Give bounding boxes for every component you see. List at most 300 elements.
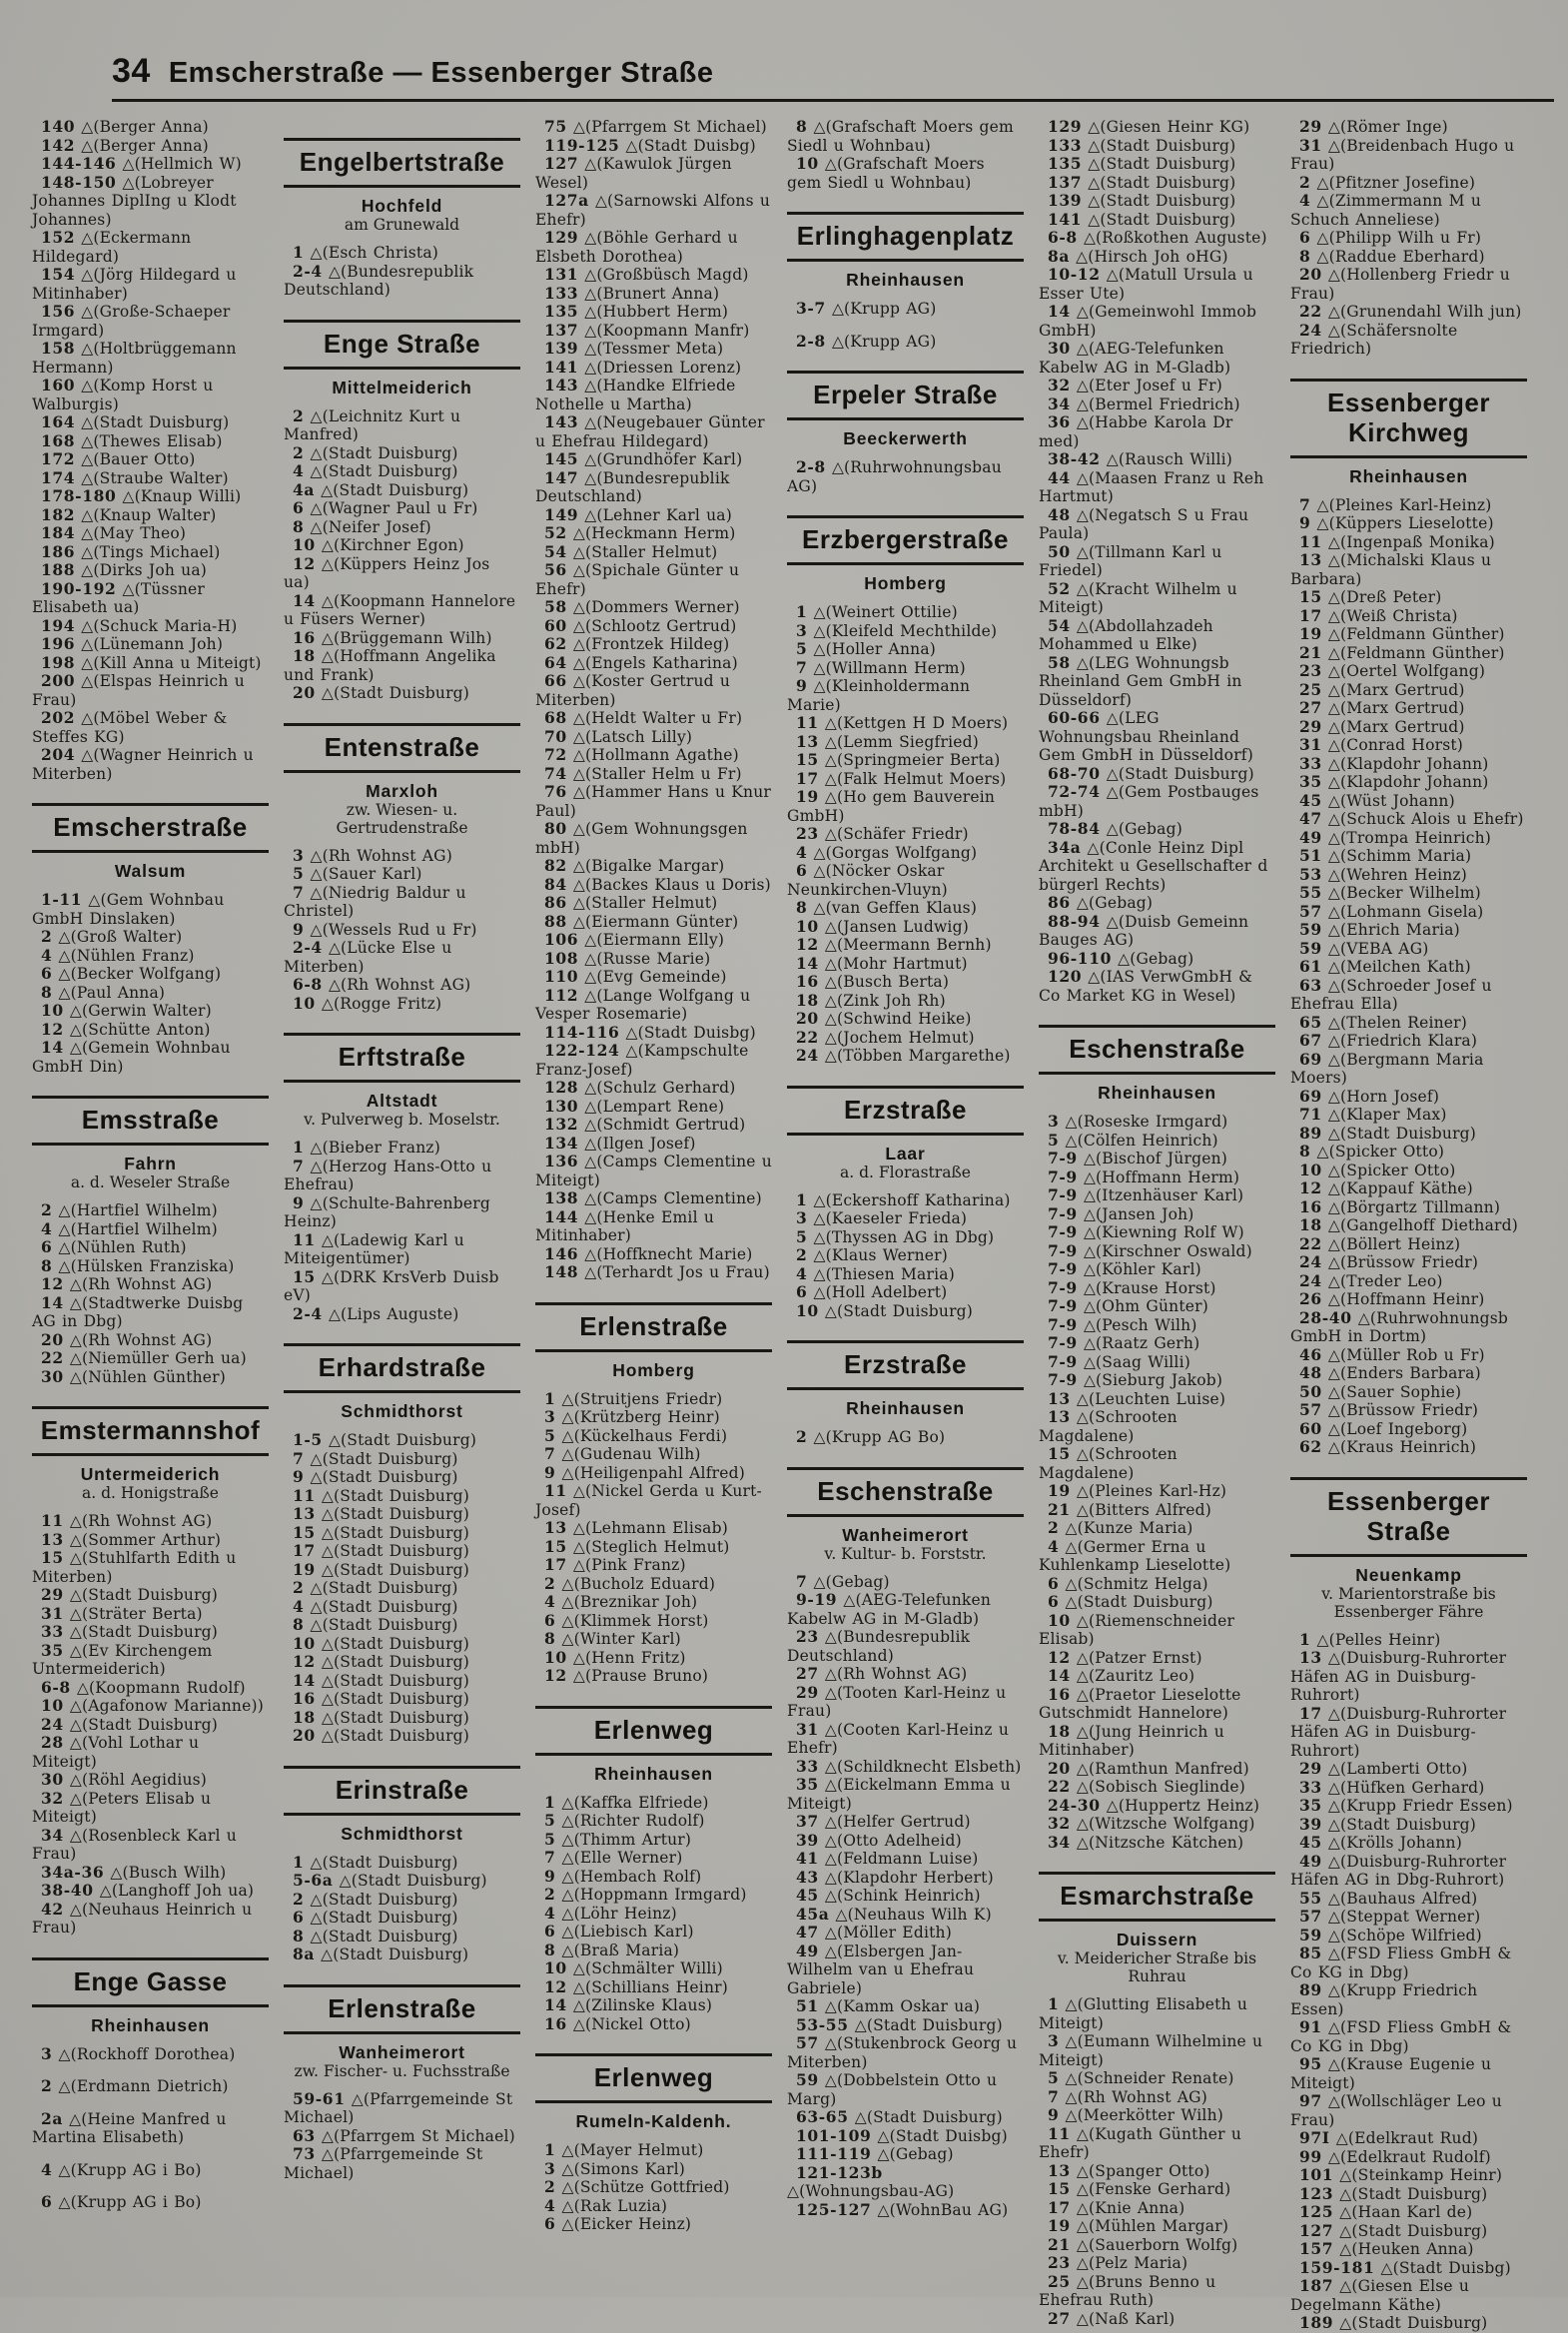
house-number: 14 bbox=[293, 590, 316, 610]
directory-entry: 3 △(Krützberg Heinr) bbox=[544, 1407, 720, 1426]
house-number: 53 bbox=[1299, 864, 1322, 884]
directory-entry: 38-40 △(Langhoff Joh ua) bbox=[41, 1881, 255, 1900]
house-number: 4 bbox=[41, 1218, 53, 1238]
house-number: 13 bbox=[1048, 2160, 1071, 2180]
directory-entry: 35 △(Eickelmann Emma u Miteigt) bbox=[787, 1775, 1011, 1813]
house-number: 2-4 bbox=[293, 261, 323, 281]
house-number: 127a bbox=[544, 191, 589, 210]
page-header bbox=[0, 0, 1568, 91]
directory-entry: 130 △(Lempart Rene) bbox=[544, 1096, 725, 1116]
house-number: 65 bbox=[1299, 1012, 1322, 1032]
house-number: 7-9 bbox=[1048, 1296, 1078, 1315]
house-number: 31 bbox=[1299, 135, 1322, 155]
directory-entry: 45 △(Wüst Johann) bbox=[1299, 790, 1455, 810]
directory-entry: 10 △(Gerwin Walter) bbox=[41, 1001, 212, 1020]
directory-entry: 23 △(Schäfer Friedr) bbox=[796, 824, 969, 843]
street-name: Erlinghagenplatz bbox=[787, 212, 1024, 262]
directory-entry: 15 △(DRK KrsVerb Duisb eV) bbox=[284, 1266, 499, 1304]
house-number: 24 bbox=[1299, 1252, 1322, 1271]
house-number: 35 bbox=[41, 1640, 64, 1660]
house-number: 68 bbox=[544, 708, 567, 727]
house-number: 7 bbox=[293, 1448, 305, 1468]
directory-entry: 47 △(Möller Edith) bbox=[796, 1923, 952, 1942]
directory-entry: 4 △(Germer Erna u Kuhlenkamp Lieselotte) bbox=[1039, 1536, 1231, 1574]
directory-entry: 1 △(Pelles Heinr) bbox=[1299, 1629, 1441, 1649]
directory-entry: 112 △(Lange Wolfgang u Vesper Rosemarie) bbox=[535, 985, 751, 1023]
entry-group bbox=[284, 1431, 520, 1746]
directory-entry: 2 △(Hartfiel Wilhelm) bbox=[41, 1200, 218, 1219]
house-number: 20 bbox=[41, 1329, 64, 1349]
entry-group bbox=[284, 244, 520, 300]
house-number: 9 bbox=[293, 1192, 305, 1212]
house-number: 1-11 bbox=[41, 890, 83, 909]
directory-entry: 27 △(Naß Karl) bbox=[1048, 2308, 1176, 2328]
directory-entry: 3 △(Kaeseler Frieda) bbox=[796, 1208, 968, 1227]
directory-entry: 34a-36 △(Busch Wilh) bbox=[41, 1862, 227, 1882]
directory-entry: 42 △(Neuhaus Heinrich u Frau) bbox=[32, 1899, 253, 1937]
house-number: 129 bbox=[544, 228, 579, 247]
directory-entry: 99 △(Edelkraut Rudolf) bbox=[1299, 2146, 1491, 2166]
house-number: 31 bbox=[796, 1719, 819, 1739]
house-number: 184 bbox=[41, 523, 76, 542]
house-number: 2 bbox=[796, 1427, 808, 1446]
house-number: 143 bbox=[544, 376, 579, 394]
directory-entry: 2-4 △(Bundesrepublik Deutschland) bbox=[284, 261, 474, 299]
house-number: 159-181 bbox=[1299, 2257, 1375, 2277]
directory-entry: 152 △(Eckermann Hildegard) bbox=[32, 228, 192, 266]
directory-entry: 135 △(Stadt Duisburg) bbox=[1048, 154, 1236, 173]
district-name: Rheinhausen bbox=[1349, 465, 1468, 486]
directory-entry: 133 △(Brunert Anna) bbox=[544, 283, 720, 303]
house-number: 55 bbox=[1299, 883, 1322, 902]
house-number: 7-9 bbox=[1048, 1351, 1078, 1371]
house-number: 67 bbox=[1299, 1031, 1322, 1050]
house-number: 49 bbox=[796, 1941, 819, 1960]
house-number: 12 bbox=[293, 553, 316, 573]
street-section-header bbox=[535, 1706, 772, 1784]
house-number: 4 bbox=[41, 945, 53, 965]
house-number: 122-124 bbox=[544, 1041, 620, 1060]
directory-entry: 2a △(Heine Manfred u Martina Elisabeth) bbox=[32, 2108, 227, 2146]
house-number: 147 bbox=[544, 467, 579, 487]
house-number: 128 bbox=[544, 1078, 579, 1097]
district-name: Rheinhausen bbox=[594, 1763, 713, 1784]
directory-entry: 144-146 △(Hellmich W) bbox=[41, 154, 242, 173]
house-number: 59 bbox=[1299, 920, 1322, 939]
house-number: 8 bbox=[1299, 246, 1311, 266]
house-number: 3 bbox=[293, 845, 305, 865]
house-number: 49 bbox=[1299, 1851, 1322, 1871]
directory-entry: 7 △(Rh Wohnst AG) bbox=[1048, 2086, 1207, 2106]
house-number: 59 bbox=[796, 2070, 819, 2089]
house-number: 10-12 bbox=[1048, 265, 1101, 284]
directory-entry: 15 △(Schrooten Magdalene) bbox=[1039, 1444, 1177, 1482]
house-number: 135 bbox=[1048, 154, 1083, 173]
directory-entry: 8 △(Winter Karl) bbox=[544, 1629, 681, 1648]
directory-entry: 5 △(Schneider Renate) bbox=[1048, 2068, 1234, 2087]
house-number: 202 bbox=[41, 708, 76, 727]
directory-entry: 108 △(Russe Marie) bbox=[544, 948, 711, 968]
directory-entry: 7-9 △(Itzenhäuser Karl) bbox=[1048, 1185, 1244, 1204]
directory-entry: 198 △(Kill Anna u Miteigt) bbox=[41, 652, 262, 672]
house-number: 33 bbox=[41, 1622, 64, 1641]
entry-group bbox=[1039, 1995, 1275, 2328]
house-number: 74 bbox=[544, 763, 567, 783]
directory-entry: 2 △(Bucholz Eduard) bbox=[544, 1573, 716, 1593]
directory-entry: 148-150 △(Lobreyer Johannes DiplIng u Klodt Johannes) bbox=[32, 172, 237, 229]
directory-entry: 6-8 △(Roßkothen Auguste) bbox=[1048, 228, 1267, 247]
house-number: 33 bbox=[1299, 753, 1322, 773]
directory-entry: 11 △(Ladewig Karl u Miteigentümer) bbox=[284, 1229, 464, 1267]
directory-entry: 6 △(Eicker Heinz) bbox=[544, 2214, 692, 2233]
house-number: 2 bbox=[41, 2076, 53, 2095]
directory-entry: 39 △(Otto Adelheid) bbox=[796, 1830, 962, 1850]
directory-entry: 8 △(Hülsken Franziska) bbox=[41, 1255, 235, 1275]
directory-entry: 13 △(Lehmann Elisab) bbox=[544, 1518, 728, 1537]
directory-entry: 9 △(Meerkötter Wilh) bbox=[1048, 2105, 1224, 2124]
directory-entry: 11 △(Kettgen H D Moers) bbox=[796, 713, 1009, 732]
house-number: 2 bbox=[544, 1885, 556, 1904]
directory-entry: 35 △(Ev Kirchengem Untermeiderich) bbox=[32, 1640, 213, 1678]
entry-group bbox=[32, 118, 269, 783]
directory-entry: 14 △(Gemeinwohl Immob GmbH) bbox=[1039, 302, 1257, 340]
entry-group bbox=[1039, 1113, 1275, 1852]
directory-entry: 143 △(Handke Elfriede Nothelle u Martha) bbox=[535, 376, 736, 413]
directory-entry: 36 △(Habbe Karola Dr med) bbox=[1039, 412, 1233, 450]
street-name: Engelbertstraße bbox=[284, 138, 520, 188]
house-number: 12 bbox=[544, 1976, 567, 1996]
house-number: 2 bbox=[1299, 172, 1311, 192]
directory-entry: 1 △(Eckershoff Katharina) bbox=[796, 1189, 1011, 1209]
directory-entry: 33 △(Stadt Duisburg) bbox=[41, 1622, 219, 1641]
directory-columns bbox=[0, 102, 1568, 2332]
directory-entry: 23 △(Bundesrepublik Deutschland) bbox=[787, 1627, 971, 1665]
house-number: 2-8 bbox=[796, 457, 826, 476]
house-number: 69 bbox=[1299, 1049, 1322, 1069]
directory-entry: 156 △(Große-Schaeper Irmgard) bbox=[32, 302, 231, 340]
street-name: Erlenweg bbox=[535, 2053, 772, 2103]
directory-entry: 58 △(Dommers Werner) bbox=[544, 597, 740, 616]
directory-entry: 33 △(Hüfken Gerhard) bbox=[1299, 1777, 1485, 1797]
house-number: 3 bbox=[1048, 2031, 1060, 2050]
directory-entry: 24-30 △(Huppertz Heinz) bbox=[1048, 1795, 1260, 1815]
directory-entry: 147 △(Bundesrepublik Deutschland) bbox=[535, 467, 730, 505]
directory-entry: 4 △(Breznikar Joh) bbox=[544, 1592, 698, 1611]
street-name: Erlenweg bbox=[535, 1706, 772, 1756]
house-number: 7-9 bbox=[1048, 1333, 1078, 1352]
house-number: 1 bbox=[796, 1189, 808, 1209]
house-number: 133 bbox=[544, 283, 579, 303]
house-number: 6 bbox=[1048, 1592, 1060, 1611]
house-number: 78-84 bbox=[1048, 819, 1101, 838]
street-name: Erftstraße bbox=[284, 1033, 520, 1083]
house-number: 69 bbox=[1299, 1086, 1322, 1106]
directory-entry: 17 △(Falk Helmut Moers) bbox=[796, 768, 1007, 788]
directory-entry: 14 △(Zauritz Leo) bbox=[1048, 1666, 1195, 1685]
house-number: 23 bbox=[796, 824, 819, 843]
directory-entry: 4 △(Thiesen Maria) bbox=[796, 1263, 955, 1283]
directory-entry: 123 △(Stadt Duisburg) bbox=[1299, 2183, 1488, 2203]
house-number: 9 bbox=[544, 1462, 556, 1482]
house-number: 12 bbox=[796, 935, 819, 954]
house-number: 75 bbox=[544, 117, 567, 136]
directory-entry: 88 △(Eiermann Günter) bbox=[544, 911, 739, 931]
house-number: 85 bbox=[1299, 1944, 1322, 1962]
directory-entry: 145 △(Grundhöfer Karl) bbox=[544, 449, 743, 468]
house-number: 15 bbox=[796, 750, 819, 769]
directory-entry: 2 △(Hoppmann Irmgard) bbox=[544, 1885, 747, 1904]
house-number: 80 bbox=[544, 819, 567, 838]
directory-entry: 133 △(Stadt Duisburg) bbox=[1048, 135, 1236, 155]
house-number: 142 bbox=[41, 135, 76, 155]
house-number: 23 bbox=[1048, 2253, 1071, 2272]
directory-entry: 30 △(AEG-Telefunken Kabelw AG in M-Gladb) bbox=[1039, 339, 1231, 377]
directory-entry: 12 △(Kappauf Käthe) bbox=[1299, 1178, 1473, 1197]
directory-entry: 71 △(Klaper Max) bbox=[1299, 1105, 1447, 1124]
entry-group bbox=[787, 118, 1024, 192]
street-range-note: zw. Wiesen- u. Gertrudenstraße bbox=[336, 800, 468, 837]
directory-entry: 149 △(Lehner Karl ua) bbox=[544, 504, 732, 524]
house-number: 21 bbox=[1048, 1499, 1071, 1519]
street-section-header bbox=[284, 320, 520, 397]
directory-entry: 6 △(Schmitz Helga) bbox=[1048, 1573, 1208, 1593]
directory-entry: 5 △(Thimm Artur) bbox=[544, 1829, 692, 1849]
house-number: 7 bbox=[796, 657, 808, 677]
house-number: 16 bbox=[293, 627, 316, 647]
directory-entry: 3 △(Roseske Irmgard) bbox=[1048, 1112, 1228, 1131]
directory-entry: 11 △(Kugath Günther u Ehefr) bbox=[1039, 2123, 1242, 2161]
directory-entry: 127 △(Stadt Duisburg) bbox=[1299, 2220, 1488, 2240]
directory-entry: 29 △(Lamberti Otto) bbox=[1299, 1759, 1468, 1778]
street-name: Emstermannshof bbox=[32, 1406, 269, 1456]
directory-entry: 144 △(Henke Emil u Mitinhaber) bbox=[535, 1206, 715, 1244]
directory-entry: 2 △(Schütze Gottfried) bbox=[544, 2177, 730, 2196]
directory-entry: 5 △(Sauer Karl) bbox=[293, 864, 422, 883]
directory-entry: 17 △(Duisburg-Ruhrorter Häfen AG in Duisburg-Ruhrort) bbox=[1290, 1703, 1507, 1760]
street-range-note: v. Meidericher Straße bis Ruhrau bbox=[1057, 1949, 1257, 1985]
street-section-header bbox=[787, 1086, 1024, 1181]
directory-entry: 12 △(Schillians Heinr) bbox=[544, 1976, 728, 1996]
directory-entry: 200 △(Elspas Heinrich u Frau) bbox=[32, 671, 245, 709]
district-name: Laar bbox=[885, 1143, 926, 1164]
street-section-header bbox=[284, 138, 520, 234]
entry-group bbox=[787, 1191, 1024, 1321]
house-number: 112 bbox=[544, 985, 579, 1005]
directory-entry: 17 △(Weiß Christa) bbox=[1299, 605, 1458, 625]
house-number: 2 bbox=[41, 1200, 53, 1219]
house-number: 2 bbox=[544, 2177, 556, 2196]
directory-entry: 5 △(Holler Anna) bbox=[796, 639, 937, 658]
house-number: 14 bbox=[796, 953, 819, 973]
street-name: Erzbergerstraße bbox=[787, 515, 1024, 565]
directory-entry: 57 △(Lohmann Gisela) bbox=[1299, 901, 1484, 921]
house-number: 56 bbox=[544, 560, 567, 579]
house-number: 38-40 bbox=[41, 1881, 94, 1900]
house-number: 7-9 bbox=[1048, 1314, 1078, 1334]
house-number: 59 bbox=[1299, 938, 1322, 958]
district-name: Untermeiderich bbox=[80, 1464, 221, 1484]
directory-entry: 29 △(Marx Gertrud) bbox=[1299, 716, 1465, 736]
house-number: 1 bbox=[796, 602, 808, 621]
directory-entry: 19 △(Pleines Karl-Hz) bbox=[1048, 1481, 1227, 1500]
directory-entry: 10 △(Grafschaft Moers gem Siedl u Wohnbau) bbox=[787, 154, 985, 192]
directory-entry: 25 △(Bruns Benno u Ehefrau Ruth) bbox=[1039, 2271, 1216, 2309]
house-number: 125 bbox=[1299, 2202, 1334, 2221]
directory-entry: 49 △(Duisburg-Ruhrorter Häfen AG in Dbg-Ruhrort) bbox=[1290, 1851, 1507, 1889]
house-number: 157 bbox=[1299, 2239, 1334, 2258]
house-number: 101 bbox=[1299, 2165, 1334, 2184]
column-1 bbox=[32, 118, 269, 2305]
house-number: 8 bbox=[544, 1940, 556, 1959]
directory-entry: 10 △(Henn Fritz) bbox=[544, 1647, 686, 1667]
house-number: 2 bbox=[796, 1245, 808, 1264]
house-number: 14 bbox=[1048, 1666, 1071, 1685]
directory-entry: 43 △(Klapdohr Herbert) bbox=[796, 1867, 994, 1887]
house-number: 24 bbox=[1299, 1270, 1322, 1290]
directory-entry: 134 △(Ilgen Josef) bbox=[544, 1133, 696, 1153]
house-number: 145 bbox=[544, 449, 579, 468]
house-number: 7-9 bbox=[1048, 1185, 1078, 1204]
directory-entry: 9 △(Küppers Lieselotte) bbox=[1299, 513, 1494, 532]
directory-entry: 10 △(Stadt Duisburg) bbox=[796, 1300, 974, 1320]
directory-entry: 5 △(Richter Rudolf) bbox=[544, 1811, 705, 1830]
house-number: 20 bbox=[293, 683, 316, 702]
house-number: 37 bbox=[796, 1812, 819, 1831]
street-section-header bbox=[284, 1033, 520, 1129]
house-number: 10 bbox=[544, 1958, 567, 1977]
directory-entry: 18 △(Zink Joh Rh) bbox=[796, 990, 946, 1010]
directory-entry: 33 △(Schildknecht Elsbeth) bbox=[796, 1756, 1022, 1776]
house-number: 18 bbox=[796, 990, 819, 1010]
directory-entry: 7-9 △(Bischof Jürgen) bbox=[1048, 1149, 1227, 1167]
directory-entry: 75 △(Pfarrgem St Michael) bbox=[544, 117, 767, 136]
directory-entry: 141 △(Stadt Duisburg) bbox=[1048, 209, 1236, 229]
directory-entry: 57 △(Stukenbrock Georg u Miterben) bbox=[787, 2033, 1018, 2071]
house-number: 51 bbox=[1299, 846, 1322, 865]
house-number: 2 bbox=[293, 405, 305, 425]
house-number: 8 bbox=[544, 1629, 556, 1648]
house-number: 101-109 bbox=[796, 2125, 872, 2145]
house-number: 19 bbox=[293, 1559, 316, 1579]
directory-entry: 7 △(Elle Werner) bbox=[544, 1848, 683, 1867]
directory-entry: 189 △(Stadt Duisburg) bbox=[1299, 2313, 1488, 2332]
directory-entry: 16 △(Praetor Lieselotte Gutschmidt Hannelore) bbox=[1039, 1684, 1241, 1722]
house-number: 6 bbox=[544, 1922, 556, 1941]
house-number: 7-9 bbox=[1048, 1259, 1078, 1278]
house-number: 2-4 bbox=[293, 1303, 323, 1323]
street-name: Erhardstraße bbox=[284, 1343, 520, 1393]
house-number: 29 bbox=[1299, 117, 1322, 136]
house-number: 190-192 bbox=[41, 578, 117, 598]
house-number: 4 bbox=[293, 1596, 305, 1616]
directory-entry: 95 △(Krause Eugenie u Miteigt) bbox=[1290, 2054, 1492, 2092]
house-number: 6 bbox=[293, 1908, 305, 1927]
entry-group bbox=[284, 1139, 520, 1323]
house-number: 16 bbox=[293, 1689, 316, 1708]
street-section-header bbox=[535, 2053, 772, 2131]
house-number: 20 bbox=[293, 1726, 316, 1745]
directory-entry: 28-40 △(Ruhrwohnungsb GmbH in Dortm) bbox=[1290, 1307, 1509, 1345]
house-number: 22 bbox=[41, 1348, 64, 1367]
directory-entry: 184 △(May Theo) bbox=[41, 523, 187, 542]
entry-group bbox=[284, 407, 520, 703]
house-number: 7 bbox=[293, 1156, 305, 1175]
house-number: 125-127 bbox=[796, 2199, 872, 2219]
directory-entry: 37 △(Helfer Gertrud) bbox=[796, 1812, 971, 1831]
directory-entry: 26 △(Hoffmann Heinr) bbox=[1299, 1289, 1485, 1308]
entry-group bbox=[787, 300, 1024, 351]
house-number: 15 bbox=[41, 1548, 64, 1567]
directory-entry: 7-9 △(Jansen Joh) bbox=[1048, 1203, 1194, 1223]
house-number: 13 bbox=[796, 731, 819, 751]
directory-entry: 13 △(Leuchten Luise) bbox=[1048, 1388, 1226, 1408]
directory-entry: 72-74 △(Gem Postbauges mbH) bbox=[1039, 782, 1259, 820]
directory-entry: 52 △(Heckmann Herm) bbox=[544, 523, 736, 542]
house-number: 46 bbox=[1299, 1344, 1322, 1364]
directory-entry: 41 △(Feldmann Luise) bbox=[796, 1849, 979, 1868]
directory-entry: 59 △(Ehrich Maria) bbox=[1299, 920, 1460, 939]
street-section-header bbox=[32, 1957, 269, 2035]
house-number: 131 bbox=[544, 265, 579, 284]
directory-entry: 7 △(Willmann Herm) bbox=[796, 657, 966, 677]
street-range-note: v. Marientorstraße bis Essenberger Fähre bbox=[1321, 1584, 1496, 1621]
directory-entry: 31 △(Breidenbach Hugo u Frau) bbox=[1290, 135, 1515, 173]
directory-entry: 125-127 △(WohnBau AG) bbox=[796, 2199, 1009, 2219]
house-number: 139 bbox=[544, 339, 579, 358]
house-number: 17 bbox=[293, 1541, 316, 1560]
house-number: 24 bbox=[796, 1046, 819, 1065]
directory-entry: 17 △(Pink Franz) bbox=[544, 1555, 686, 1574]
directory-entry: 62 △(Frontzek Hildeg) bbox=[544, 634, 730, 653]
house-number: 14 bbox=[293, 1670, 316, 1690]
house-number: 178-180 bbox=[41, 486, 117, 505]
street-section-header bbox=[284, 1766, 520, 1844]
house-number: 30 bbox=[1048, 339, 1071, 358]
house-number: 7 bbox=[293, 882, 305, 902]
street-section-header bbox=[1290, 1477, 1527, 1621]
house-number: 28 bbox=[41, 1733, 64, 1752]
house-number: 52 bbox=[1048, 578, 1071, 598]
house-number: 135 bbox=[544, 302, 579, 321]
directory-entry: 10 △(Agafonow Marianne)) bbox=[41, 1696, 264, 1715]
street-range-note: a. d. Honigstraße bbox=[82, 1484, 219, 1502]
house-number: 89 bbox=[1299, 1980, 1322, 1999]
house-number: 57 bbox=[1299, 1907, 1322, 1926]
directory-entry: 2 △(Pfitzner Josefine) bbox=[1299, 172, 1476, 192]
directory-entry: 7 △(Pleines Karl-Heinz) bbox=[1299, 494, 1492, 514]
directory-entry: 29 △(Römer Inge) bbox=[1299, 117, 1448, 136]
house-number: 29 bbox=[796, 1682, 819, 1702]
directory-entry: 135 △(Hubbert Herm) bbox=[544, 302, 729, 321]
house-number: 13 bbox=[1299, 550, 1322, 569]
directory-entry: 2-4 △(Lücke Else u Miterben) bbox=[284, 938, 452, 976]
directory-entry: 69 △(Horn Josef) bbox=[1299, 1086, 1440, 1106]
directory-entry: 190-192 △(Tüssner Elisabeth ua) bbox=[32, 578, 206, 616]
directory-entry: 125 △(Haan Karl de) bbox=[1299, 2202, 1473, 2221]
directory-entry: 91 △(FSD Fliess GmbH & Co KG in Dbg) bbox=[1290, 2017, 1512, 2055]
directory-entry: 67 △(Friedrich Klara) bbox=[1299, 1031, 1478, 1050]
house-number: 15 bbox=[544, 1536, 567, 1556]
directory-entry: 13 △(Spanger Otto) bbox=[1048, 2160, 1210, 2180]
house-number: 48 bbox=[1299, 1363, 1322, 1382]
house-number: 68-70 bbox=[1048, 763, 1101, 783]
directory-entry: 53 △(Wehren Heinz) bbox=[1299, 864, 1468, 884]
house-number: 11 bbox=[544, 1481, 567, 1500]
street-section-header bbox=[1290, 379, 1527, 486]
directory-entry: 54 △(Abdollahzadeh Mohammed u Elke) bbox=[1039, 615, 1213, 653]
house-number: 62 bbox=[544, 634, 567, 653]
directory-entry: 13 △(Schrooten Magdalene) bbox=[1039, 1407, 1177, 1445]
